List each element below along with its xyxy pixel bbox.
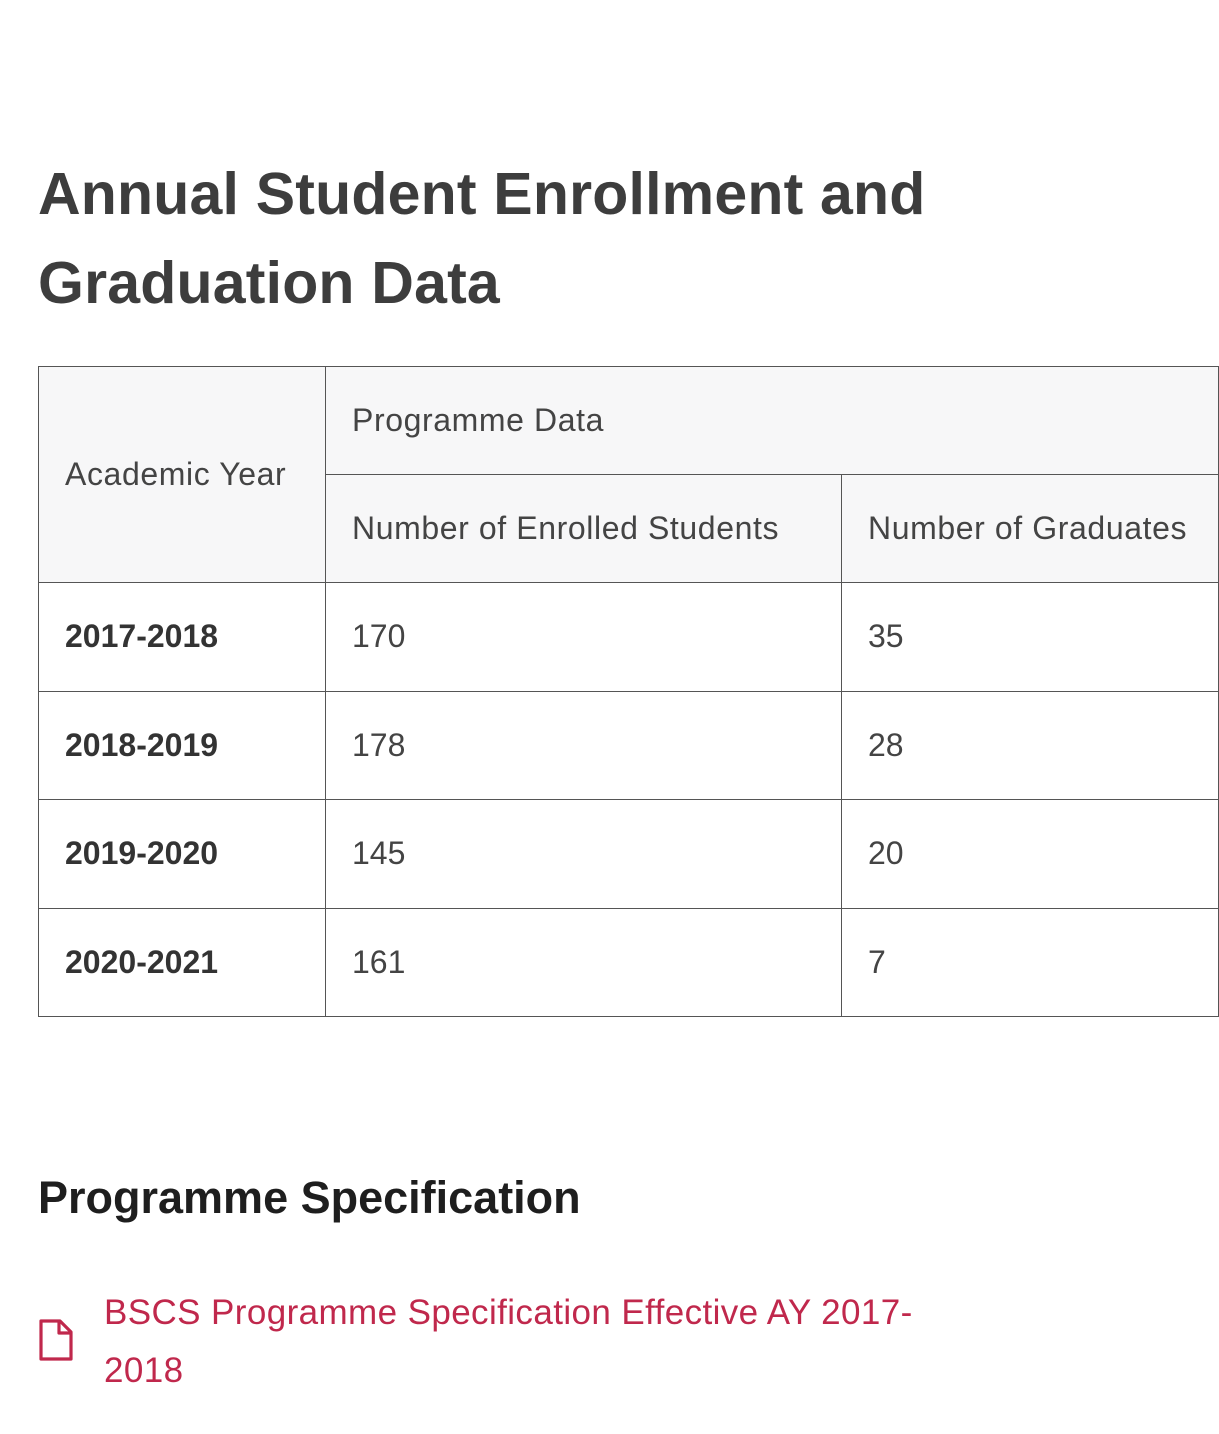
row-enrolled-cell: 161 — [326, 908, 842, 1017]
row-graduates-cell: 35 — [842, 583, 1219, 692]
table-row — [39, 908, 1219, 1017]
enrollment-table — [38, 366, 1219, 1017]
row-enrolled-cell: 145 — [326, 800, 842, 909]
table-scroll-container[interactable] — [38, 366, 1188, 1017]
row-graduates-cell: 7 — [842, 908, 1219, 1017]
row-graduates-cell: 28 — [842, 691, 1219, 800]
table-header-row — [39, 367, 1219, 475]
table-row — [39, 583, 1219, 692]
row-graduates-cell: 20 — [842, 800, 1219, 909]
document-icon[interactable] — [38, 1318, 74, 1362]
header-enrolled-students: Number of Enrolled Students — [326, 475, 842, 583]
page-title: Annual Student Enrollment and Graduation Data — [38, 161, 926, 316]
row-enrolled-cell: 170 — [326, 583, 842, 692]
table-row — [39, 800, 1219, 909]
row-year-cell: 2020-2021 — [39, 908, 326, 1017]
programme-specification-link[interactable]: BSCS Programme Specification Effective AY 2017-2018 — [104, 1293, 913, 1390]
header-graduates: Number of Graduates — [842, 475, 1219, 583]
table-row — [39, 691, 1219, 800]
header-programme-data: Programme Data — [326, 367, 1219, 475]
row-enrolled-cell: 178 — [326, 691, 842, 800]
row-year-cell: 2017-2018 — [39, 583, 326, 692]
header-academic-year: Academic Year — [39, 367, 326, 583]
row-year-cell: 2018-2019 — [39, 691, 326, 800]
row-year-cell: 2019-2020 — [39, 800, 326, 909]
section-title-programme-specification: Programme Specification — [38, 1172, 581, 1223]
